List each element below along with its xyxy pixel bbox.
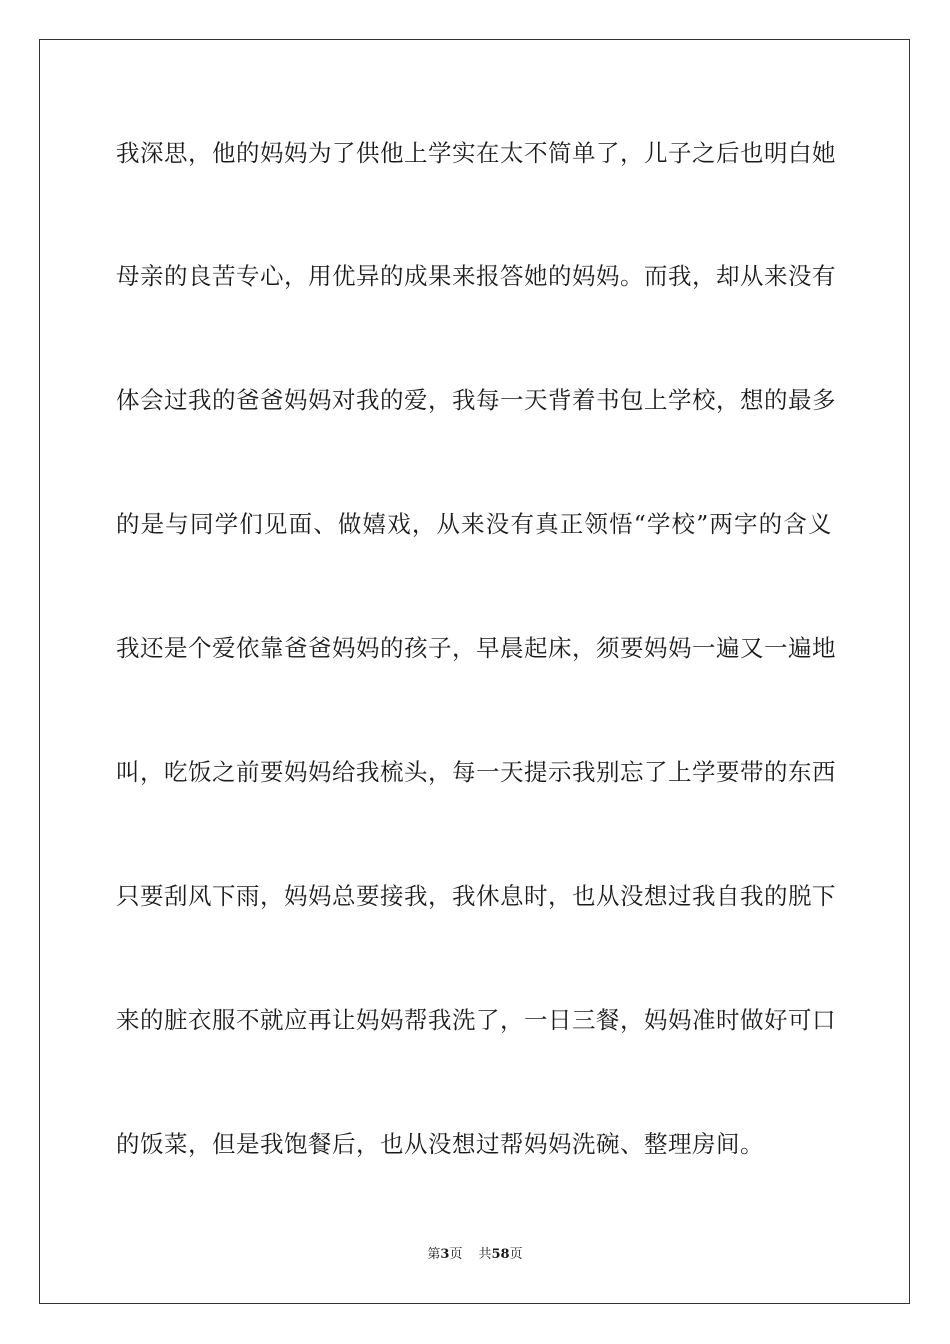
page-number: 3 [440, 1247, 450, 1262]
body-line-9: 的饭菜，但是我饱餐后，也从没想过帮妈妈洗碗、整理房间。 [116, 1130, 764, 1158]
body-line-8: 来的脏衣服不就应再让妈妈帮我洗了，一日三餐，妈妈准时做好可口 [116, 1006, 836, 1034]
body-line-7: 只要刮风下雨，妈妈总要接我，我休息时，也从没想过我自我的脱下 [116, 882, 836, 910]
total-prefix: 共 [478, 1247, 492, 1262]
total-pages: 58 [491, 1247, 510, 1262]
body-line-4: 的是与同学们见面、做嬉戏，从来没有真正领悟“学校”两字的含义 [116, 510, 832, 538]
page-suffix: 页 [449, 1247, 463, 1262]
body-line-2: 母亲的良苦专心，用优异的成果来报答她的妈妈。而我，却从来没有 [116, 262, 836, 290]
body-line-5: 我还是个爱依靠爸爸妈妈的孩子，早晨起床，须要妈妈一遍又一遍地 [116, 634, 836, 662]
page-border [39, 39, 910, 1304]
total-suffix: 页 [509, 1247, 523, 1262]
body-line-1: 我深思，他的妈妈为了供他上学实在太不简单了，儿子之后也明白她 [116, 139, 836, 167]
page-footer [0, 1246, 950, 1264]
body-line-3: 体会过我的爸爸妈妈对我的爱，我每一天背着书包上学校，想的最多 [116, 386, 836, 414]
page-prefix: 第 [427, 1247, 441, 1262]
body-line-6: 叫，吃饭之前要妈妈给我梳头，每一天提示我别忘了上学要带的东西 [116, 758, 836, 786]
